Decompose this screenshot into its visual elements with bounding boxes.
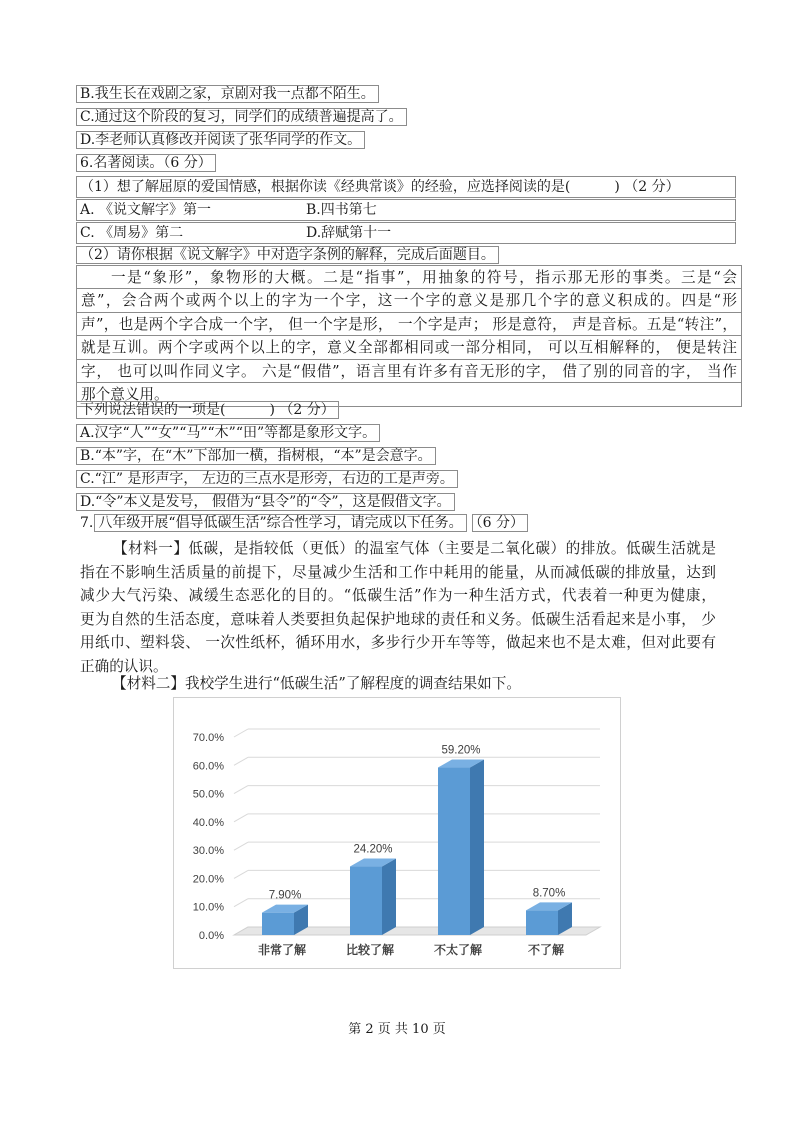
page-footer: 第 2 页 共 10 页 [348, 1022, 446, 1037]
passage-line: 字， 也可以叫作同义字。 六是“假借”，语言里有许多有音无形的字， 借了别的同音的字， 当作 [77, 360, 741, 383]
grid-line [234, 814, 248, 822]
x-category-label: 比较了解 [345, 943, 395, 957]
grid-line [234, 786, 248, 794]
y-tick-label: 50.0% [192, 788, 224, 801]
y-tick-label: 40.0% [192, 816, 224, 829]
passage-line: 意”，会合两个或两个以上的字为一个字，这一个字的意义是那几个字的意义积成的。四是“形 [77, 289, 741, 312]
bar-front [350, 867, 382, 935]
option-b-line: B.“本”字，在“木”下部加一横，指树根，“本”是会意字。 [80, 446, 436, 466]
bar-chart [174, 698, 620, 968]
option-c-line: C.“江” 是形声字， 左边的三点水是形旁，右边的工是声旁。 [80, 469, 458, 489]
x-category-label: 不太了解 [433, 943, 483, 957]
question-6-2-ask: 下列说法错误的一项是( ) （2 分） [80, 400, 339, 420]
option-a-line: A.汉字“人”“女”“马”“木”“田”等都是象形文字。 [80, 423, 380, 443]
grid-line [234, 899, 248, 907]
question-6-1-options-cd [80, 222, 736, 244]
passage-line: 那个意义用。 [81, 385, 169, 403]
data-label: 8.70% [532, 887, 566, 900]
bar-front [438, 768, 470, 935]
x-category-label: 不了解 [527, 943, 565, 957]
data-label: 24.20% [353, 843, 393, 856]
bar-side [470, 760, 484, 935]
passage-line: 就是互训。两个字或两个以上的字，意义全部都相同或一部分相同， 可以互相解释的， 便是转注 [77, 336, 741, 359]
grid-line [234, 729, 248, 737]
y-tick-label: 20.0% [192, 873, 224, 886]
option-d: D.辞赋第十一 [306, 225, 392, 241]
option-b: B.四书第七 [306, 202, 377, 218]
material-two: 【材料二】我校学生进行“低碳生活”了解程度的调查结果如下。 [112, 675, 521, 692]
question-6-2: （2）请你根据《说文解字》中对造字条例的解释，完成后面题目。 [80, 245, 499, 265]
x-category-label: 非常了解 [257, 943, 307, 957]
y-tick-label: 30.0% [192, 845, 224, 858]
data-label: 59.20% [441, 744, 481, 757]
question-6-1-options-ab [80, 199, 736, 221]
grid-line [234, 757, 248, 765]
shuowen-passage [76, 265, 742, 407]
bar-side [382, 859, 396, 935]
grid-line [234, 842, 248, 850]
bar-front [526, 910, 558, 935]
survey-chart [173, 697, 621, 969]
material-one: 【材料一】低碳，是指较低（更低）的温室气体（主要是二氧化碳）的排放。低碳生活就是 指在不影响生活质量的前提下，尽量减少生活和工作中耗用的能量，从而减低碳的排放量，达到 减少大气污染、减缓生态恶化的目的。“低碳生活”作为一种生活方式，代表着一种更为健康， 更为自然的生活态度，意味着人类要担负起保护地球的责任和义务。低碳生活看起来是小事， 少 用纸巾、塑料袋、 一次性纸杯，循环用水，多步行少开车等等，做起来也不是太难，但对此要有 正确的认识。 [80, 540, 716, 675]
passage-line: 声”，也是两个字合成一个字， 但一个字是形， 一个字是声； 形是意符， 声是音标。五是“转注”， [77, 313, 741, 336]
passage-line: 一是“象形”，象物形的大概。二是“指事”，用抽象的符号，指示那无形的事类。三是“会 [77, 266, 741, 289]
y-tick-label: 70.0% [192, 732, 224, 744]
question-6-1: （1）想了解屈原的爱国情感，根据你读《经典常谈》的经验，应选择阅读的是( ) （2 分） [80, 176, 736, 198]
option-d-line: D.李老师认真修改并阅读了张华同学的作文。 [80, 130, 365, 150]
option-c-line: C.通过这个阶段的复习，同学们的成绩普遍提高了。 [80, 107, 407, 127]
data-label: 7.90% [268, 889, 302, 902]
grid-line [234, 870, 248, 878]
y-tick-label: 0.0% [198, 930, 224, 942]
question-6-title: 6.名著阅读。（6 分） [80, 153, 216, 173]
option-d-line: D.“令”本义是发号， 假借为“县令”的“令”，这是假借文字。 [80, 492, 455, 512]
option-a: A. 《说文解字》第一 [80, 202, 212, 218]
question-7-title: 7. 八年级开展“倡导低碳生活”综合性学习，请完成以下任务。 （6 分） [80, 513, 528, 533]
option-b-line: B.我生长在戏剧之家，京剧对我一点都不陌生。 [80, 84, 379, 104]
bar-front [262, 913, 294, 935]
option-c: C. 《周易》第二 [80, 225, 184, 241]
y-tick-label: 10.0% [192, 901, 224, 914]
y-tick-label: 60.0% [192, 760, 224, 773]
